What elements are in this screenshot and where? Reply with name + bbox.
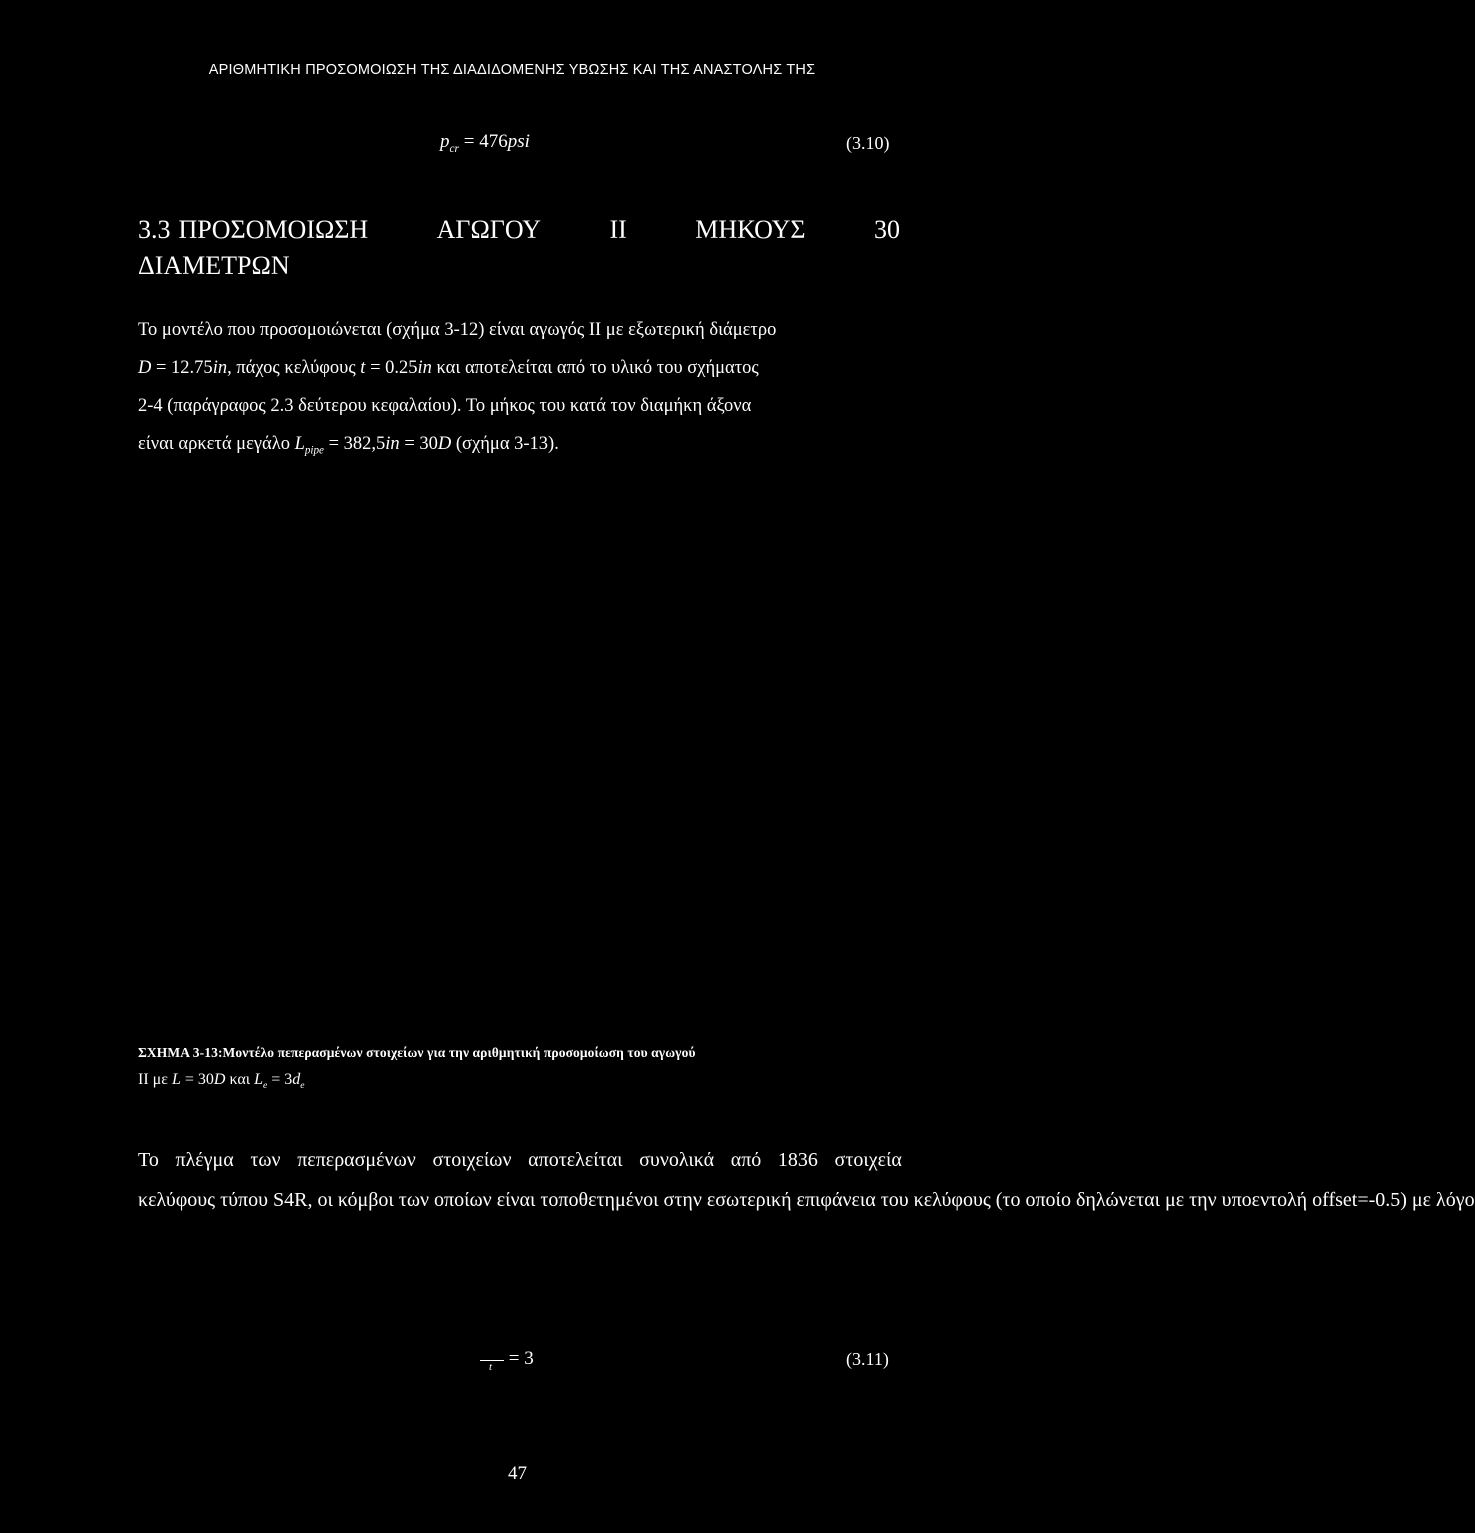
caption-value-30: = 30 bbox=[180, 1071, 214, 1088]
unit-in: in bbox=[385, 434, 400, 454]
paragraph-2-line-2: κελύφους τύπου S4R, οι κόμβοι των οποίων είναι τοποθετημένοι στην εσωτερική bbox=[138, 1189, 792, 1211]
var-L: L bbox=[294, 434, 305, 454]
caption-var-D: D bbox=[213, 1071, 226, 1088]
fraction bbox=[480, 1349, 504, 1371]
var-D: D bbox=[437, 434, 452, 454]
var-D: D bbox=[138, 358, 152, 378]
figure-3-13-area bbox=[138, 490, 902, 1030]
section-word-5: 30 bbox=[874, 215, 900, 244]
value-30: = 30 bbox=[399, 434, 438, 454]
eq-unit: psi bbox=[507, 131, 530, 152]
var-t: t bbox=[360, 358, 366, 378]
equation-3-11 bbox=[480, 1348, 534, 1371]
sub-pipe: pipe bbox=[304, 444, 324, 457]
page-number: 47 bbox=[508, 1463, 527, 1484]
caption-value-3: = 3 bbox=[267, 1071, 293, 1088]
eq-rhs: = 476 bbox=[463, 131, 508, 152]
paragraph-1-line-4 bbox=[138, 425, 776, 470]
figure-caption-label: ΣΧΗΜΑ 3-13: bbox=[138, 1045, 223, 1060]
paragraph-1-line-3: 2-4 (παράγραφος 2.3 δεύτερου κεφαλαίου). Το μήκος του κατά τον διαμήκη άξονα bbox=[138, 396, 752, 416]
figure-caption-text: Μοντέλο πεπερασμένων στοιχείων για την αριθμητική προσομοίωση του αγωγού bbox=[222, 1045, 696, 1060]
paragraph-2-line-1: Το πλέγμα των πεπερασμένων στοιχείων αποτελείται συνολικά από 1836 στοιχεία bbox=[138, 1149, 902, 1171]
value-diameter: = 12.75 bbox=[151, 358, 213, 378]
eq-311-rhs: = 3 bbox=[508, 1348, 534, 1369]
equation-number-3-10: (3.10) bbox=[846, 133, 890, 153]
value-thickness: = 0.25 bbox=[365, 358, 418, 378]
eq-var-p: p bbox=[440, 131, 450, 152]
caption-var-Le: L bbox=[254, 1071, 263, 1088]
section-heading bbox=[138, 212, 900, 284]
section-heading-line2: ΔΙΑΜΕΤΡΩΝ bbox=[138, 251, 290, 280]
section-word-3: ΙΙ bbox=[609, 215, 627, 244]
figure-caption-line-2 bbox=[138, 1071, 305, 1091]
caption-var-d: d bbox=[292, 1071, 301, 1088]
paragraph-2 bbox=[138, 1140, 1475, 1220]
section-word-1: ΠΡΟΣΟΜΟΙΩΣΗ bbox=[178, 215, 369, 244]
section-number: 3.3 bbox=[138, 215, 171, 244]
value-length: = 382,5 bbox=[323, 434, 386, 454]
paragraph-1-line-2 bbox=[138, 349, 776, 387]
running-header: ΑΡΙΘΜΗΤΙΚΗ ΠΡΟΣΟΜΟΙΩΣΗ ΤΗΣ ΔΙΑΔΙΔΟΜΕΝΗΣ ΥΒΩΣΗΣ ΚΑΙ ΤΗΣ ΑΝΑΣΤΟΛΗΣ ΤΗΣ bbox=[208, 62, 816, 78]
figure-caption bbox=[138, 1045, 696, 1061]
caption-sub-e2: e bbox=[300, 1080, 305, 1092]
text-thickness-label: , πάχος κελύφους bbox=[227, 358, 361, 378]
caption-sub-e: e bbox=[262, 1080, 268, 1092]
paragraph-1 bbox=[138, 311, 776, 470]
text-length-intro: είναι αρκετά μεγάλο bbox=[138, 434, 295, 454]
fraction-denominator: t bbox=[489, 1360, 493, 1373]
text-figure-ref: (σχήμα 3-13). bbox=[451, 434, 559, 454]
caption-pipe-label: ΙΙ με bbox=[138, 1071, 172, 1088]
caption-and: και bbox=[225, 1071, 255, 1088]
section-word-2: ΑΓΩΓΟΥ bbox=[436, 215, 542, 244]
section-heading-line1 bbox=[138, 212, 900, 248]
paragraph-1-line-1: Το μοντέλο που προσομοιώνεται (σχήμα 3-12) είναι αγωγός ΙΙ με εξωτερική διάμετρο bbox=[138, 320, 777, 340]
equation-3-10 bbox=[440, 131, 530, 155]
caption-var-L: L bbox=[171, 1071, 181, 1088]
section-word-4: ΜΗΚΟΥΣ bbox=[695, 215, 806, 244]
unit-in: in bbox=[417, 358, 432, 378]
paragraph-2-line-3: επιφάνεια του κελύφους (το οποίο δηλώνεται με την υποεντολή offset=-0.5) με λόγο bbox=[796, 1189, 1475, 1211]
equation-number-3-11: (3.11) bbox=[846, 1349, 889, 1369]
unit-in: in bbox=[212, 358, 228, 378]
eq-sub-cr: cr bbox=[449, 142, 459, 155]
text-material: και αποτελείται από το υλικό του σχήματος bbox=[431, 358, 759, 378]
